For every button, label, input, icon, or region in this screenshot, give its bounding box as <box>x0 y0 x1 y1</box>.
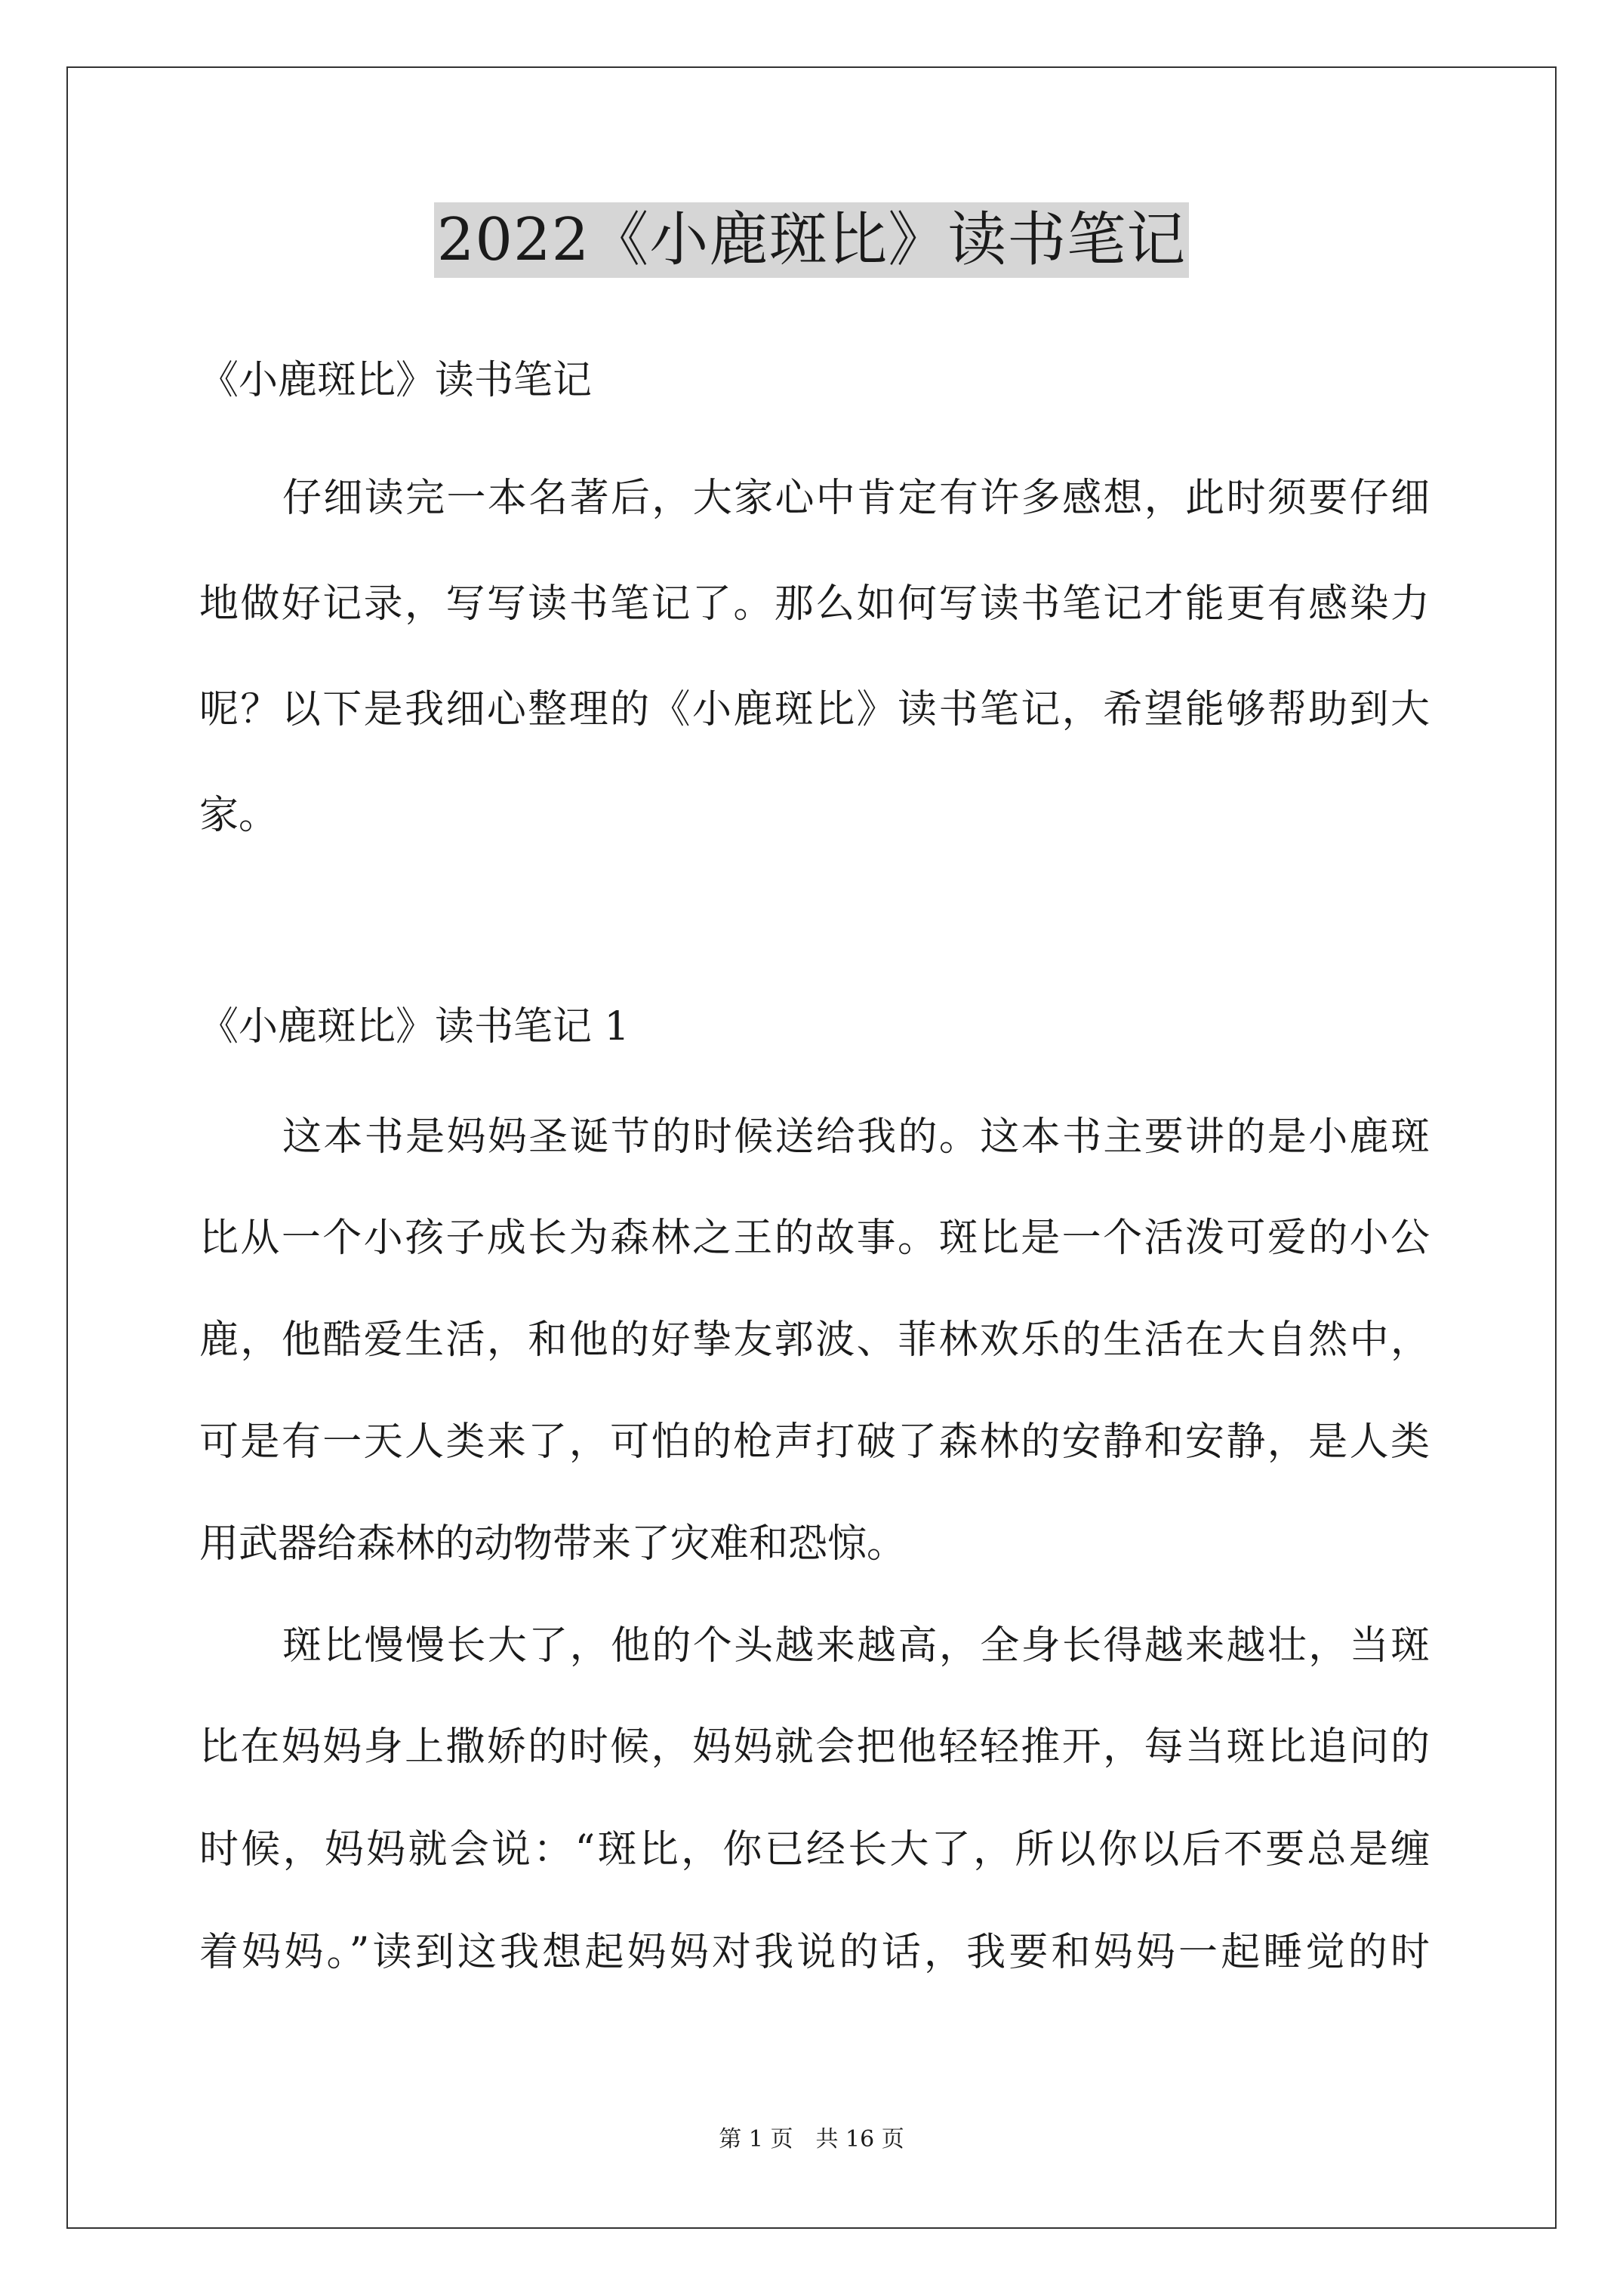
section1-para1-line-5: 用武器给森林的动物带来了灾难和恐惊。 <box>199 1521 907 1567</box>
intro-line-4: 家。 <box>199 793 279 838</box>
section1-para1-line-1: 这本书是妈妈圣诞节的时候送给我的。这本书主要讲的是小鹿斑 <box>282 1114 1430 1160</box>
section1-para1-line-4: 可是有一天人类来了，可怕的枪声打破了森林的安静和安静，是人类 <box>199 1419 1430 1465</box>
document-title: 2022《小鹿斑比》读书笔记 <box>434 202 1190 278</box>
section1-para1-line-2: 比从一个小孩子成长为森林之王的故事。斑比是一个活泼可爱的小公 <box>199 1216 1430 1261</box>
section1-para2-line-2: 比在妈妈身上撒娇的时候，妈妈就会把他轻轻推开，每当斑比追问的 <box>199 1724 1430 1770</box>
intro-line-3: 呢？以下是我细心整理的《小鹿斑比》读书笔记，希望能够帮助到大 <box>199 687 1430 732</box>
intro-line-1: 仔细读完一本名著后，大家心中肯定有许多感想，此时须要仔细 <box>282 476 1430 521</box>
title-container <box>0 202 1623 278</box>
section1-para1-line-3: 鹿，他酷爱生活，和他的好挚友郭波、菲林欢乐的生活在大自然中， <box>199 1318 1430 1363</box>
intro-line-2: 地做好记录，写写读书笔记了。那么如何写读书笔记才能更有感染力 <box>199 581 1430 627</box>
section1-para2-line-3: 时候，妈妈就会说：“斑比，你已经长大了，所以你以后不要总是缠 <box>199 1827 1430 1872</box>
section1-para2-line-4: 着妈妈。”读到这我想起妈妈对我说的话，我要和妈妈一起睡觉的时 <box>199 1930 1430 1975</box>
section1-heading: 《小鹿斑比》读书笔记 1 <box>199 1004 630 1049</box>
intro-subtitle: 《小鹿斑比》读书笔记 <box>199 358 593 403</box>
page-number-footer: 第 1 页 共 16 页 <box>719 2126 904 2153</box>
section1-para2-line-1: 斑比慢慢长大了，他的个头越来越高，全身长得越来越壮，当斑 <box>282 1623 1430 1669</box>
